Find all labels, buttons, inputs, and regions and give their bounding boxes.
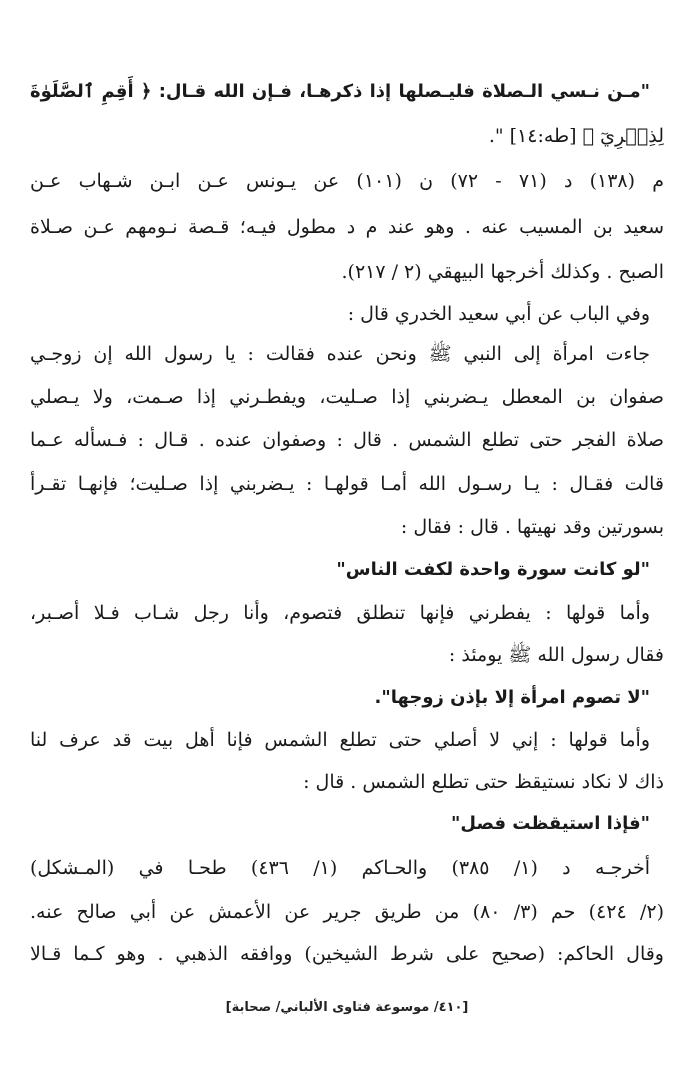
page-body [30,72,664,1032]
prophet-saying-1: "لو كانت سورة واحدة لكفت الناس" [336,559,650,580]
hadith-quote-line-1: "مـن نـسي الـصلاة فليـصلها إذا ذكرهـا، فـإن الله قـال: ﴿ أَقِمِ ٱلصَّلَوٰةَ [30,81,650,102]
prophet-saying-2: "لا تصوم امرأة إلا بإذن زوجها". [374,687,650,708]
narration-line-3: صلاة الفجر حتى تطلع الشمس . قال : وصفوان عنده . قـال : فـسأله عـما [30,429,664,451]
narration-line-6: وأما قولها : يفطرني فإنها تنطلق فتصوم، وأنا رجل شـاب فـلا أصـبر، [30,602,650,624]
narration-line-1: جاءت امرأة إلى النبي ﷺ ونحن عنده فقالت : يا رسول الله إن زوجـي [30,343,650,365]
takhrij-line-5: (٢/ ٤٢٤) حم (٣/ ٨٠) من طريق جرير عن الأعمش عن أبي صالح عنه. [30,901,664,923]
takhrij-line-2: سعيد بن المسيب عنه . وهو عند م د مطول فيـه؛ قـصة نـومهم عـن صـلاة [30,216,664,238]
narration-line-4: قالت فقـال : يـا رسـول الله أمـا قولهـا : يـضربني إذا صـليت؛ فإنهـا تقـرأ [30,473,664,495]
narration-line-9: ذاك لا نكاد نستيقظ حتى تطلع الشمس . قال : [303,771,664,793]
narration-line-2: صفوان بن المعطل يـضربني إذا صـليت، ويفطـرني إذا صـمت، ولا يـصلي [30,386,664,408]
bab-intro-line: وفي الباب عن أبي سعيد الخدري قال : [347,303,650,325]
takhrij-line-1: م (١٣٨) د (٧١ - ٧٢) ن (١٠١) عن يـونس عـن ابـن شـهاب عـن [30,170,664,192]
takhrij-line-3: الصبح . وكذلك أخرجها البيهقي (٢ / ٢١٧). [341,261,664,283]
narration-line-8: وأما قولها : إني لا أصلي حتى تطلع الشمس فإنا أهل بيت قد عرف لنا [30,729,650,751]
hadith-quote-line-2: لِذِكۡرِيٓ ﴾ [طه:١٤] ". [488,125,664,147]
page-footer: [٤١٠/ موسوعة فتاوى الألباني/ صحابة] [225,1000,469,1015]
takhrij-line-6: وقال الحاكم: (صحيح على شرط الشيخين) ووافقه الذهبي . وهو كـما قـالا [30,943,664,965]
narration-line-5: بسورتين وقد نهيتها . قال : فقال : [400,516,664,538]
takhrij-line-4: أخرجـه د (١/ ٣٨٥) والحـاكم (١/ ٤٣٦) طحـا في (المـشكل) [30,857,650,879]
narration-line-7: فقال رسول الله ﷺ يومئذ : [448,644,664,666]
prophet-saying-3: "فإذا استيقظت فصل" [451,813,650,834]
